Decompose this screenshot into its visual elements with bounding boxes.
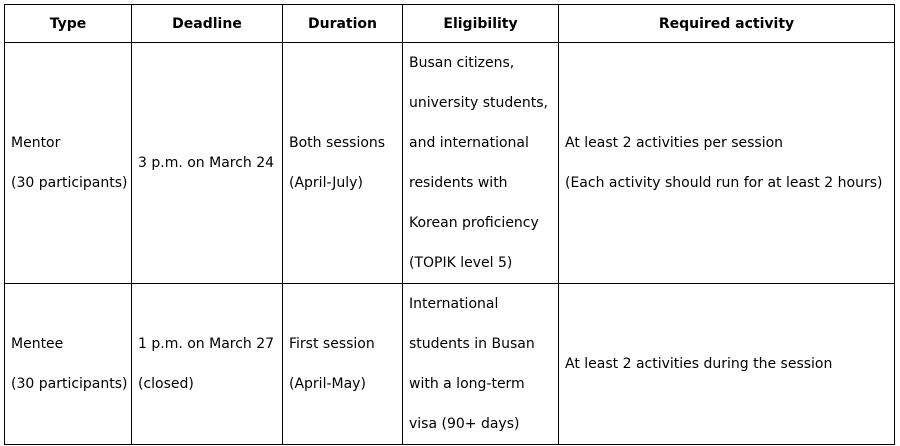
header-eligibility: Eligibility bbox=[403, 5, 559, 43]
cell-line: At least 2 activities during the session bbox=[565, 356, 833, 372]
cell-line: students in Busan bbox=[409, 336, 535, 352]
cell-line: First session bbox=[289, 336, 375, 352]
cell-duration bbox=[283, 284, 403, 445]
header-duration: Duration bbox=[283, 5, 403, 43]
cell-line: (April-July) bbox=[289, 175, 363, 191]
header-deadline: Deadline bbox=[132, 5, 283, 43]
cell-line: 3 p.m. on March 24 bbox=[138, 155, 275, 171]
cell-line: (30 participants) bbox=[11, 175, 128, 191]
cell-deadline bbox=[132, 284, 283, 445]
cell-line: university students, bbox=[409, 95, 548, 111]
cell-line: (April-May) bbox=[289, 376, 366, 392]
cell-line: 1 p.m. on March 27 bbox=[138, 336, 275, 352]
cell-line: Korean proficiency bbox=[409, 215, 539, 231]
cell-line: At least 2 activities per session bbox=[565, 135, 784, 151]
cell-line: residents with bbox=[409, 175, 508, 191]
cell-type bbox=[5, 43, 132, 284]
table-row-mentee bbox=[5, 284, 895, 445]
cell-line: (TOPIK level 5) bbox=[409, 255, 513, 271]
cell-type bbox=[5, 284, 132, 445]
cell-required-activity bbox=[559, 284, 895, 445]
header-type: Type bbox=[5, 5, 132, 43]
cell-line: Mentee bbox=[11, 336, 64, 352]
cell-deadline bbox=[132, 43, 283, 284]
cell-required-activity bbox=[559, 43, 895, 284]
cell-line: (closed) bbox=[138, 376, 194, 392]
cell-line: and international bbox=[409, 135, 529, 151]
cell-eligibility bbox=[403, 284, 559, 445]
cell-eligibility bbox=[403, 43, 559, 284]
header-row bbox=[5, 5, 895, 43]
cell-line: Busan citizens, bbox=[409, 55, 515, 71]
table-row-mentor bbox=[5, 43, 895, 284]
cell-duration bbox=[283, 43, 403, 284]
cell-line: (Each activity should run for at least 2 hours) bbox=[565, 175, 883, 191]
cell-line: Mentor bbox=[11, 135, 61, 151]
program-table bbox=[4, 4, 895, 445]
header-required-activity: Required activity bbox=[559, 5, 895, 43]
cell-line: (30 participants) bbox=[11, 376, 128, 392]
cell-line: visa (90+ days) bbox=[409, 416, 520, 432]
cell-line: with a long-term bbox=[409, 376, 525, 392]
cell-line: International bbox=[409, 296, 499, 312]
cell-line: Both sessions bbox=[289, 135, 386, 151]
